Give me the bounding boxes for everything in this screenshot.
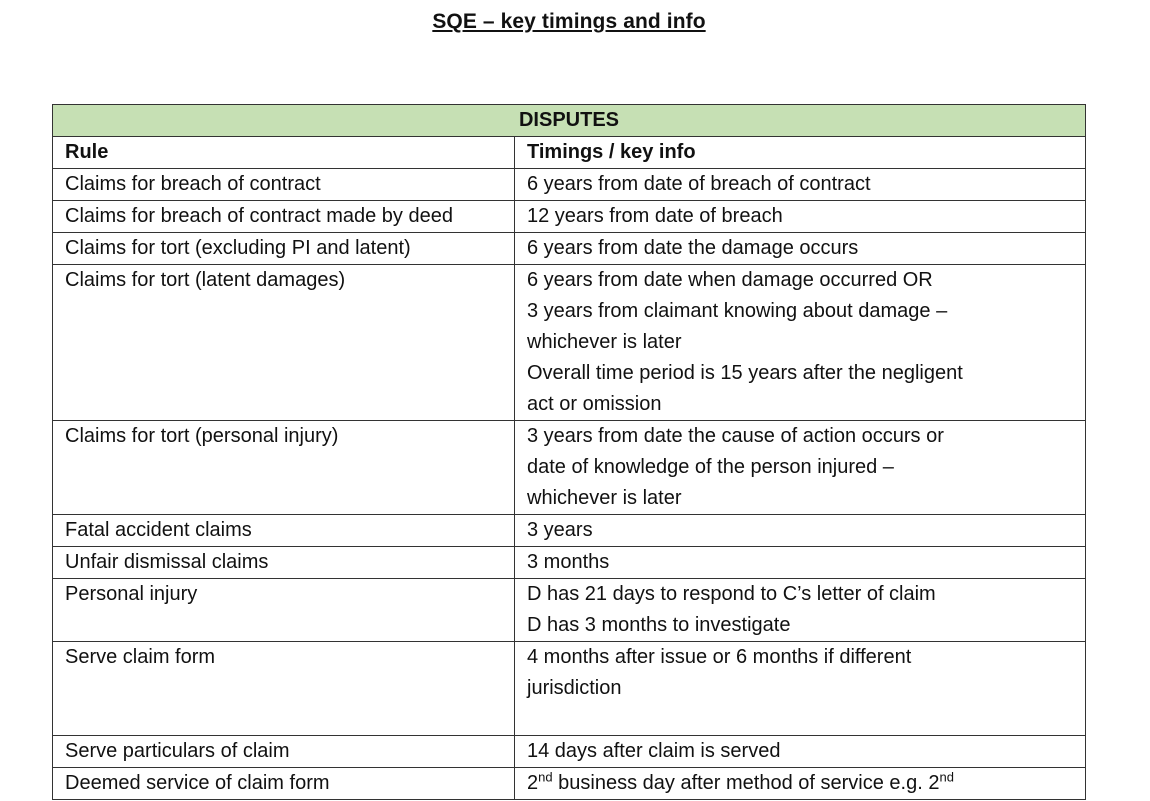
rule-cell: Unfair dismissal claims [53,547,515,579]
timing-line: 3 years [527,519,593,541]
timing-line: D has 21 days to respond to C’s letter of claim [527,583,936,605]
timing-cell [515,233,1086,265]
timing-line: act or omission [527,393,662,415]
timing-line: 14 days after claim is served [527,740,781,762]
timing-cell [515,547,1086,579]
table-row [53,547,1086,579]
timing-cell [515,421,1086,515]
timing-cell [515,579,1086,642]
table-row [53,515,1086,547]
timing-line: jurisdiction [527,677,622,699]
table-row [53,768,1086,800]
table-row [53,642,1086,736]
timing-cell [515,736,1086,768]
rule-cell: Claims for tort (personal injury) [53,421,515,515]
ordinal-suffix: nd [939,769,954,785]
table-row [53,169,1086,201]
blank-line [527,704,1073,735]
column-header-rule: Rule [53,137,515,169]
timing-line: 6 years from date of breach of contract [527,173,871,195]
rule-cell: Claims for tort (latent damages) [53,265,515,421]
table-row [53,736,1086,768]
timing-line: 3 years from claimant knowing about damage – [527,300,948,322]
timing-line [527,768,1073,799]
rule-cell: Claims for breach of contract made by deed [53,201,515,233]
timing-line: 4 months after issue or 6 months if different [527,646,912,668]
rule-cell: Personal injury [53,579,515,642]
timing-line: whichever is later [527,331,682,353]
timing-cell [515,169,1086,201]
timing-line: 6 years from date the damage occurs [527,237,859,259]
section-header-disputes: DISPUTES [53,105,1086,137]
rule-cell: Serve particulars of claim [53,736,515,768]
timing-line: whichever is later [527,487,682,509]
timing-line: 12 years from date of breach [527,205,783,227]
table-row [53,265,1086,421]
table-row [53,233,1086,265]
table-row [53,421,1086,515]
timing-line: D has 3 months to investigate [527,614,791,636]
ordinal-suffix: nd [538,769,553,785]
document-title: SQE – key timings and info [432,10,706,33]
timing-cell [515,768,1086,800]
timing-line: Overall time period is 15 years after the negligent [527,362,963,384]
timing-cell [515,265,1086,421]
timing-line: date of knowledge of the person injured – [527,456,894,478]
timing-cell [515,201,1086,233]
rule-cell: Serve claim form [53,642,515,736]
table-row [53,201,1086,233]
timing-line: 3 months [527,551,610,573]
rule-cell: Claims for breach of contract [53,169,515,201]
column-header-timing: Timings / key info [515,137,1086,169]
table-row [53,579,1086,642]
timing-text: 2 [527,772,539,794]
disputes-table [52,104,1086,800]
rule-cell: Fatal accident claims [53,515,515,547]
timing-text: business day after method of service e.g. 2 [552,772,940,794]
timing-line: 6 years from date when damage occurred OR [527,269,933,291]
rule-cell: Deemed service of claim form [53,768,515,800]
timing-line: 3 years from date the cause of action occurs or [527,425,944,447]
timing-cell [515,642,1086,736]
rule-cell: Claims for tort (excluding PI and latent) [53,233,515,265]
timing-cell [515,515,1086,547]
